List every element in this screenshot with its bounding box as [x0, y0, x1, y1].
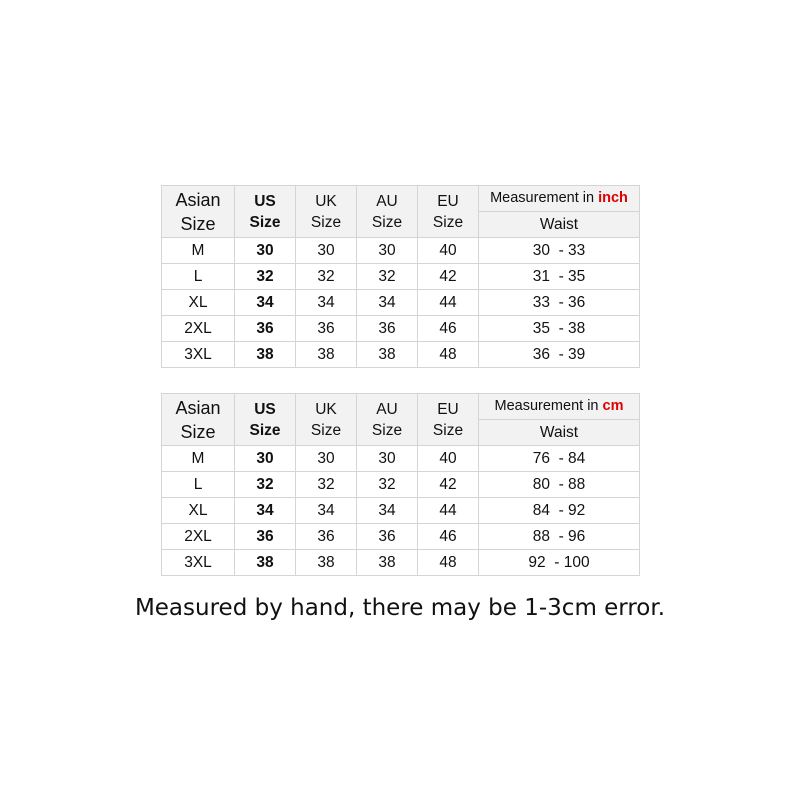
au-size-cell: 32	[357, 264, 418, 290]
measurement-header	[479, 394, 640, 420]
asian-size-cell: XL	[162, 498, 235, 524]
size-table-inch	[161, 185, 640, 368]
uk-size-cell: 34	[296, 498, 357, 524]
uk-header-line-2: Size	[310, 213, 342, 231]
measurement-note: Measured by hand, there may be 1-3cm error.	[134, 595, 666, 621]
eu-size-cell: 44	[418, 498, 479, 524]
size-table-cm	[161, 393, 640, 576]
au-size-cell: 38	[357, 550, 418, 576]
us-size-cell: 32	[235, 264, 296, 290]
au-size-header	[357, 394, 418, 446]
eu-size-header	[418, 186, 479, 238]
asian-header-line-2: Size	[180, 421, 216, 442]
asian-size-cell: M	[162, 446, 235, 472]
waist-header: Waist	[479, 420, 640, 446]
us-header-line-2: Size	[249, 213, 281, 231]
au-size-cell: 38	[357, 342, 418, 368]
eu-size-cell: 46	[418, 316, 479, 342]
eu-size-cell: 42	[418, 472, 479, 498]
us-size-cell: 36	[235, 316, 296, 342]
table-row	[162, 524, 640, 550]
table-row	[162, 472, 640, 498]
waist-cell: 30 - 33	[479, 238, 640, 264]
au-size-header	[357, 186, 418, 238]
au-size-cell: 30	[357, 238, 418, 264]
uk-size-cell: 34	[296, 290, 357, 316]
eu-header-line-2: Size	[432, 213, 464, 231]
us-header-line-1: US	[254, 192, 276, 210]
us-size-cell: 38	[235, 342, 296, 368]
uk-size-cell: 30	[296, 446, 357, 472]
au-size-cell: 34	[357, 290, 418, 316]
waist-cell: 76 - 84	[479, 446, 640, 472]
eu-size-cell: 40	[418, 238, 479, 264]
waist-cell: 92 - 100	[479, 550, 640, 576]
asian-size-cell: 3XL	[162, 342, 235, 368]
au-header-line-1: AU	[376, 400, 398, 418]
header-row	[162, 186, 640, 212]
measurement-header	[479, 186, 640, 212]
eu-size-cell: 40	[418, 446, 479, 472]
asian-size-cell: L	[162, 264, 235, 290]
asian-header-line-2: Size	[180, 213, 216, 234]
au-header-line-1: AU	[376, 192, 398, 210]
waist-cell: 33 - 36	[479, 290, 640, 316]
au-size-cell: 36	[357, 316, 418, 342]
table-row	[162, 498, 640, 524]
asian-size-cell: L	[162, 472, 235, 498]
asian-size-cell: 2XL	[162, 316, 235, 342]
asian-header-line-1: Asian	[175, 397, 221, 418]
table-row	[162, 290, 640, 316]
measurement-prefix: Measurement in	[490, 190, 595, 207]
waist-cell: 35 - 38	[479, 316, 640, 342]
table-row	[162, 446, 640, 472]
header-row	[162, 394, 640, 420]
asian-header-line-1: Asian	[175, 189, 221, 210]
au-size-cell: 32	[357, 472, 418, 498]
uk-size-cell: 38	[296, 342, 357, 368]
uk-size-cell: 30	[296, 238, 357, 264]
us-size-cell: 32	[235, 472, 296, 498]
asian-size-cell: M	[162, 238, 235, 264]
eu-size-cell: 42	[418, 264, 479, 290]
uk-size-cell: 32	[296, 264, 357, 290]
waist-cell: 88 - 96	[479, 524, 640, 550]
us-size-cell: 34	[235, 290, 296, 316]
us-size-cell: 34	[235, 498, 296, 524]
eu-size-cell: 44	[418, 290, 479, 316]
table-row	[162, 316, 640, 342]
measurement-unit: inch	[598, 190, 628, 207]
measurement-prefix: Measurement in	[494, 398, 599, 415]
eu-size-cell: 48	[418, 550, 479, 576]
eu-header-line-1: EU	[437, 400, 459, 418]
table-row	[162, 238, 640, 264]
uk-size-header	[296, 394, 357, 446]
us-header-line-1: US	[254, 400, 276, 418]
uk-header-line-2: Size	[310, 421, 342, 439]
us-size-cell: 30	[235, 446, 296, 472]
uk-header-line-1: UK	[315, 192, 337, 210]
uk-header-line-1: UK	[315, 400, 337, 418]
waist-cell: 36 - 39	[479, 342, 640, 368]
au-size-cell: 34	[357, 498, 418, 524]
us-size-header	[235, 186, 296, 238]
uk-size-cell: 36	[296, 316, 357, 342]
eu-size-cell: 46	[418, 524, 479, 550]
au-header-line-2: Size	[371, 421, 403, 439]
measurement-unit: cm	[602, 398, 624, 415]
waist-cell: 84 - 92	[479, 498, 640, 524]
us-header-line-2: Size	[249, 421, 281, 439]
us-size-cell: 36	[235, 524, 296, 550]
au-size-cell: 30	[357, 446, 418, 472]
asian-size-cell: 2XL	[162, 524, 235, 550]
waist-cell: 31 - 35	[479, 264, 640, 290]
au-header-line-2: Size	[371, 213, 403, 231]
eu-size-header	[418, 394, 479, 446]
uk-size-cell: 32	[296, 472, 357, 498]
us-size-cell: 38	[235, 550, 296, 576]
asian-size-header	[162, 186, 235, 238]
uk-size-cell: 38	[296, 550, 357, 576]
asian-size-cell: 3XL	[162, 550, 235, 576]
eu-header-line-2: Size	[432, 421, 464, 439]
uk-size-cell: 36	[296, 524, 357, 550]
us-size-header	[235, 394, 296, 446]
eu-header-line-1: EU	[437, 192, 459, 210]
asian-size-cell: XL	[162, 290, 235, 316]
table-row	[162, 550, 640, 576]
eu-size-cell: 48	[418, 342, 479, 368]
table-row	[162, 342, 640, 368]
asian-size-header	[162, 394, 235, 446]
table-row	[162, 264, 640, 290]
uk-size-header	[296, 186, 357, 238]
au-size-cell: 36	[357, 524, 418, 550]
waist-header: Waist	[479, 212, 640, 238]
us-size-cell: 30	[235, 238, 296, 264]
waist-cell: 80 - 88	[479, 472, 640, 498]
